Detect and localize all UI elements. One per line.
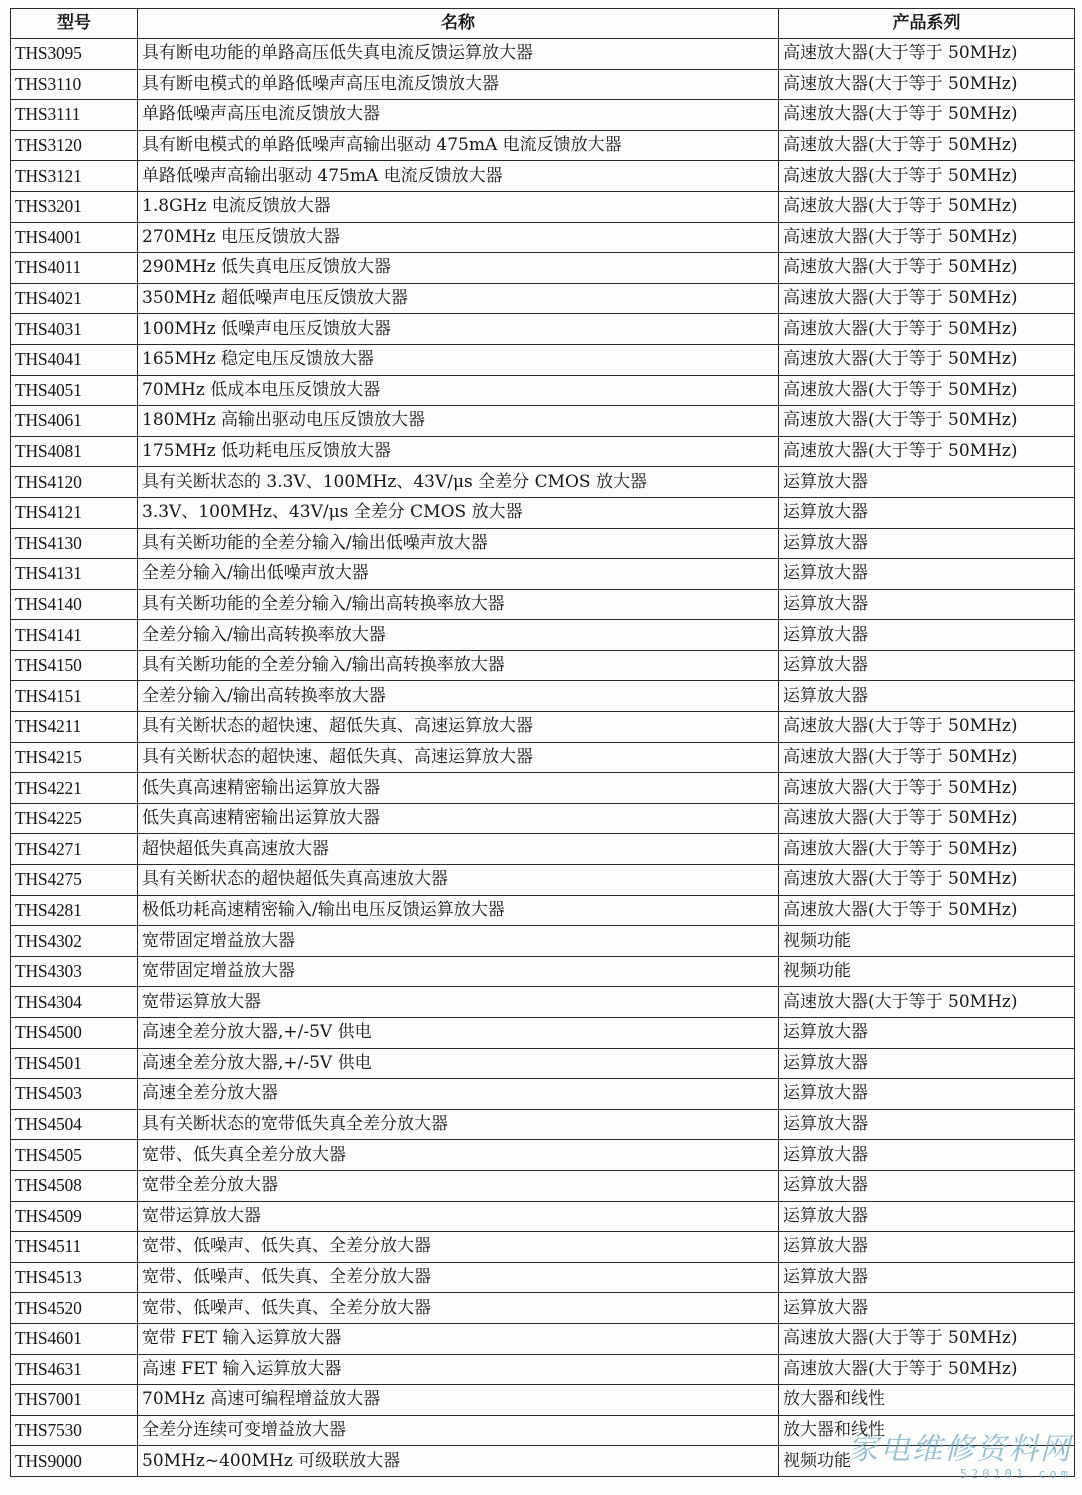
cell-model: THS7001 — [11, 1385, 138, 1416]
cell-name: 低失真高速精密输出运算放大器 — [138, 773, 779, 804]
cell-model: THS4303 — [11, 956, 138, 987]
cell-model: THS4131 — [11, 559, 138, 590]
cell-name: 单路低噪声高输出驱动 475mA 电流反馈放大器 — [138, 161, 779, 192]
cell-series: 运算放大器 — [779, 1018, 1075, 1049]
cell-name: 具有断电模式的单路低噪声高输出驱动 475mA 电流反馈放大器 — [138, 130, 779, 161]
table-row — [11, 1018, 1075, 1049]
cell-model: THS4021 — [11, 283, 138, 314]
table-row — [11, 926, 1075, 957]
document-page — [10, 8, 1074, 1477]
cell-model: THS4130 — [11, 528, 138, 559]
cell-series: 运算放大器 — [779, 1140, 1075, 1171]
cell-series: 高速放大器(大于等于 50MHz) — [779, 69, 1075, 100]
table-row — [11, 1140, 1075, 1171]
cell-name: 180MHz 高输出驱动电压反馈放大器 — [138, 406, 779, 437]
cell-model: THS3120 — [11, 130, 138, 161]
header-model: 型号 — [11, 9, 138, 39]
cell-name: 270MHz 电压反馈放大器 — [138, 222, 779, 253]
cell-name: 具有关断功能的全差分输入/输出高转换率放大器 — [138, 589, 779, 620]
table-header-row — [11, 9, 1075, 39]
table-row — [11, 1079, 1075, 1110]
table-row — [11, 865, 1075, 896]
cell-model: THS4513 — [11, 1262, 138, 1293]
cell-model: THS4505 — [11, 1140, 138, 1171]
cell-series: 高速放大器(大于等于 50MHz) — [779, 375, 1075, 406]
table-row — [11, 650, 1075, 681]
cell-series: 高速放大器(大于等于 50MHz) — [779, 406, 1075, 437]
cell-series: 运算放大器 — [779, 650, 1075, 681]
cell-series: 高速放大器(大于等于 50MHz) — [779, 253, 1075, 284]
cell-model: THS3095 — [11, 39, 138, 70]
cell-series: 视频功能 — [779, 926, 1075, 957]
cell-series: 运算放大器 — [779, 467, 1075, 498]
cell-series: 高速放大器(大于等于 50MHz) — [779, 436, 1075, 467]
cell-model: THS4081 — [11, 436, 138, 467]
table-row — [11, 497, 1075, 528]
cell-name: 具有关断状态的 3.3V、100MHz、43V/μs 全差分 CMOS 放大器 — [138, 467, 779, 498]
cell-name: 宽带、低噪声、低失真、全差分放大器 — [138, 1262, 779, 1293]
cell-model: THS4509 — [11, 1201, 138, 1232]
cell-series: 高速放大器(大于等于 50MHz) — [779, 191, 1075, 222]
cell-series: 视频功能 — [779, 956, 1075, 987]
cell-series: 运算放大器 — [779, 1201, 1075, 1232]
cell-model: THS4221 — [11, 773, 138, 804]
table-row — [11, 283, 1075, 314]
table-row — [11, 1232, 1075, 1263]
cell-name: 290MHz 低失真电压反馈放大器 — [138, 253, 779, 284]
cell-model: THS4141 — [11, 620, 138, 651]
cell-series: 运算放大器 — [779, 1170, 1075, 1201]
table-row — [11, 1354, 1075, 1385]
table-row — [11, 1446, 1075, 1477]
cell-name: 165MHz 稳定电压反馈放大器 — [138, 344, 779, 375]
table-row — [11, 559, 1075, 590]
cell-model: THS4061 — [11, 406, 138, 437]
cell-model: THS3111 — [11, 100, 138, 131]
table-row — [11, 1293, 1075, 1324]
cell-name: 宽带 FET 输入运算放大器 — [138, 1323, 779, 1354]
cell-name: 高速全差分放大器 — [138, 1079, 779, 1110]
cell-name: 超快超低失真高速放大器 — [138, 834, 779, 865]
cell-name: 具有关断功能的全差分输入/输出低噪声放大器 — [138, 528, 779, 559]
cell-series: 高速放大器(大于等于 50MHz) — [779, 283, 1075, 314]
cell-series: 运算放大器 — [779, 1079, 1075, 1110]
cell-series: 高速放大器(大于等于 50MHz) — [779, 39, 1075, 70]
cell-series: 高速放大器(大于等于 50MHz) — [779, 895, 1075, 926]
cell-series: 放大器和线性 — [779, 1415, 1075, 1446]
cell-name: 宽带全差分放大器 — [138, 1170, 779, 1201]
cell-series: 运算放大器 — [779, 589, 1075, 620]
cell-name: 具有关断功能的全差分输入/输出高转换率放大器 — [138, 650, 779, 681]
table-row — [11, 1323, 1075, 1354]
cell-series: 运算放大器 — [779, 528, 1075, 559]
cell-series: 高速放大器(大于等于 50MHz) — [779, 803, 1075, 834]
cell-name: 具有关断状态的宽带低失真全差分放大器 — [138, 1109, 779, 1140]
cell-model: THS7530 — [11, 1415, 138, 1446]
cell-series: 运算放大器 — [779, 620, 1075, 651]
cell-series: 运算放大器 — [779, 681, 1075, 712]
cell-model: THS3110 — [11, 69, 138, 100]
cell-model: THS4120 — [11, 467, 138, 498]
cell-name: 全差分输入/输出高转换率放大器 — [138, 681, 779, 712]
product-table — [10, 8, 1075, 1477]
table-row — [11, 375, 1075, 406]
cell-model: THS4304 — [11, 987, 138, 1018]
table-row — [11, 1262, 1075, 1293]
cell-name: 低失真高速精密输出运算放大器 — [138, 803, 779, 834]
table-row — [11, 1415, 1075, 1446]
cell-series: 高速放大器(大于等于 50MHz) — [779, 222, 1075, 253]
cell-model: THS4225 — [11, 803, 138, 834]
cell-name: 宽带固定增益放大器 — [138, 926, 779, 957]
table-row — [11, 712, 1075, 743]
table-row — [11, 222, 1075, 253]
table-row — [11, 589, 1075, 620]
table-row — [11, 161, 1075, 192]
table-row — [11, 742, 1075, 773]
table-row — [11, 100, 1075, 131]
table-row — [11, 344, 1075, 375]
cell-name: 高速全差分放大器,+/-5V 供电 — [138, 1048, 779, 1079]
cell-model: THS3201 — [11, 191, 138, 222]
cell-name: 宽带固定增益放大器 — [138, 956, 779, 987]
table-row — [11, 406, 1075, 437]
cell-name: 175MHz 低功耗电压反馈放大器 — [138, 436, 779, 467]
cell-series: 视频功能 — [779, 1446, 1075, 1477]
table-row — [11, 467, 1075, 498]
cell-series: 放大器和线性 — [779, 1385, 1075, 1416]
cell-series: 高速放大器(大于等于 50MHz) — [779, 1354, 1075, 1385]
table-row — [11, 620, 1075, 651]
cell-name: 单路低噪声高压电流反馈放大器 — [138, 100, 779, 131]
cell-name: 具有关断状态的超快速、超低失真、高速运算放大器 — [138, 742, 779, 773]
cell-model: THS4504 — [11, 1109, 138, 1140]
cell-name: 宽带运算放大器 — [138, 987, 779, 1018]
table-row — [11, 1109, 1075, 1140]
cell-series: 高速放大器(大于等于 50MHz) — [779, 834, 1075, 865]
cell-model: THS9000 — [11, 1446, 138, 1477]
cell-series: 运算放大器 — [779, 497, 1075, 528]
cell-model: THS4041 — [11, 344, 138, 375]
cell-model: THS4508 — [11, 1170, 138, 1201]
logo-url: 520101.com — [959, 1467, 1072, 1481]
table-row — [11, 1170, 1075, 1201]
cell-name: 宽带、低失真全差分放大器 — [138, 1140, 779, 1171]
cell-name: 高速 FET 输入运算放大器 — [138, 1354, 779, 1385]
cell-name: 具有关断状态的超快超低失真高速放大器 — [138, 865, 779, 896]
cell-series: 运算放大器 — [779, 1109, 1075, 1140]
cell-name: 70MHz 高速可编程增益放大器 — [138, 1385, 779, 1416]
cell-name: 50MHz~400MHz 可级联放大器 — [138, 1446, 779, 1477]
cell-name: 宽带、低噪声、低失真、全差分放大器 — [138, 1293, 779, 1324]
cell-name: 宽带运算放大器 — [138, 1201, 779, 1232]
cell-name: 具有断电模式的单路低噪声高压电流反馈放大器 — [138, 69, 779, 100]
cell-name: 全差分输入/输出高转换率放大器 — [138, 620, 779, 651]
table-row — [11, 987, 1075, 1018]
cell-name: 具有断电功能的单路高压低失真电流反馈运算放大器 — [138, 39, 779, 70]
cell-model: THS4150 — [11, 650, 138, 681]
table-row — [11, 773, 1075, 804]
table-row — [11, 803, 1075, 834]
cell-series: 运算放大器 — [779, 1293, 1075, 1324]
cell-model: THS4500 — [11, 1018, 138, 1049]
table-row — [11, 191, 1075, 222]
cell-model: THS4001 — [11, 222, 138, 253]
table-row — [11, 1048, 1075, 1079]
cell-series: 高速放大器(大于等于 50MHz) — [779, 161, 1075, 192]
table-row — [11, 1201, 1075, 1232]
table-row — [11, 1385, 1075, 1416]
table-row — [11, 314, 1075, 345]
table-row — [11, 834, 1075, 865]
header-name: 名称 — [138, 9, 779, 39]
cell-model: THS4211 — [11, 712, 138, 743]
table-row — [11, 130, 1075, 161]
cell-name: 极低功耗高速精密输入/输出电压反馈运算放大器 — [138, 895, 779, 926]
cell-model: THS4302 — [11, 926, 138, 957]
cell-name: 3.3V、100MHz、43V/μs 全差分 CMOS 放大器 — [138, 497, 779, 528]
cell-series: 高速放大器(大于等于 50MHz) — [779, 987, 1075, 1018]
table-row — [11, 39, 1075, 70]
cell-series: 高速放大器(大于等于 50MHz) — [779, 344, 1075, 375]
cell-model: THS4140 — [11, 589, 138, 620]
cell-series: 高速放大器(大于等于 50MHz) — [779, 712, 1075, 743]
cell-model: THS4631 — [11, 1354, 138, 1385]
cell-series: 高速放大器(大于等于 50MHz) — [779, 865, 1075, 896]
cell-model: THS4511 — [11, 1232, 138, 1263]
cell-series: 高速放大器(大于等于 50MHz) — [779, 773, 1075, 804]
cell-model: THS4501 — [11, 1048, 138, 1079]
cell-name: 高速全差分放大器,+/-5V 供电 — [138, 1018, 779, 1049]
cell-name: 350MHz 超低噪声电压反馈放大器 — [138, 283, 779, 314]
cell-model: THS4151 — [11, 681, 138, 712]
cell-series: 运算放大器 — [779, 559, 1075, 590]
table-row — [11, 253, 1075, 284]
cell-name: 全差分连续可变增益放大器 — [138, 1415, 779, 1446]
cell-series: 高速放大器(大于等于 50MHz) — [779, 314, 1075, 345]
header-series: 产品系列 — [779, 9, 1075, 39]
cell-model: THS4011 — [11, 253, 138, 284]
cell-name: 70MHz 低成本电压反馈放大器 — [138, 375, 779, 406]
table-row — [11, 436, 1075, 467]
cell-name: 具有关断状态的超快速、超低失真、高速运算放大器 — [138, 712, 779, 743]
cell-model: THS4031 — [11, 314, 138, 345]
cell-series: 高速放大器(大于等于 50MHz) — [779, 100, 1075, 131]
cell-name: 1.8GHz 电流反馈放大器 — [138, 191, 779, 222]
table-row — [11, 895, 1075, 926]
cell-name: 全差分输入/输出低噪声放大器 — [138, 559, 779, 590]
cell-name: 宽带、低噪声、低失真、全差分放大器 — [138, 1232, 779, 1263]
cell-model: THS3121 — [11, 161, 138, 192]
cell-model: THS4275 — [11, 865, 138, 896]
cell-model: THS4215 — [11, 742, 138, 773]
cell-series: 运算放大器 — [779, 1262, 1075, 1293]
cell-name: 100MHz 低噪声电压反馈放大器 — [138, 314, 779, 345]
table-row — [11, 956, 1075, 987]
cell-series: 高速放大器(大于等于 50MHz) — [779, 130, 1075, 161]
table-row — [11, 69, 1075, 100]
cell-model: THS4601 — [11, 1323, 138, 1354]
cell-series: 高速放大器(大于等于 50MHz) — [779, 1323, 1075, 1354]
cell-model: THS4520 — [11, 1293, 138, 1324]
logo-text: 家电维修资料网 — [848, 1432, 1072, 1467]
table-row — [11, 528, 1075, 559]
cell-model: THS4271 — [11, 834, 138, 865]
cell-series: 运算放大器 — [779, 1232, 1075, 1263]
cell-model: THS4051 — [11, 375, 138, 406]
cell-series: 高速放大器(大于等于 50MHz) — [779, 742, 1075, 773]
cell-series: 运算放大器 — [779, 1048, 1075, 1079]
cell-model: THS4121 — [11, 497, 138, 528]
table-body — [11, 39, 1075, 1477]
cell-model: THS4281 — [11, 895, 138, 926]
table-row — [11, 681, 1075, 712]
cell-model: THS4503 — [11, 1079, 138, 1110]
